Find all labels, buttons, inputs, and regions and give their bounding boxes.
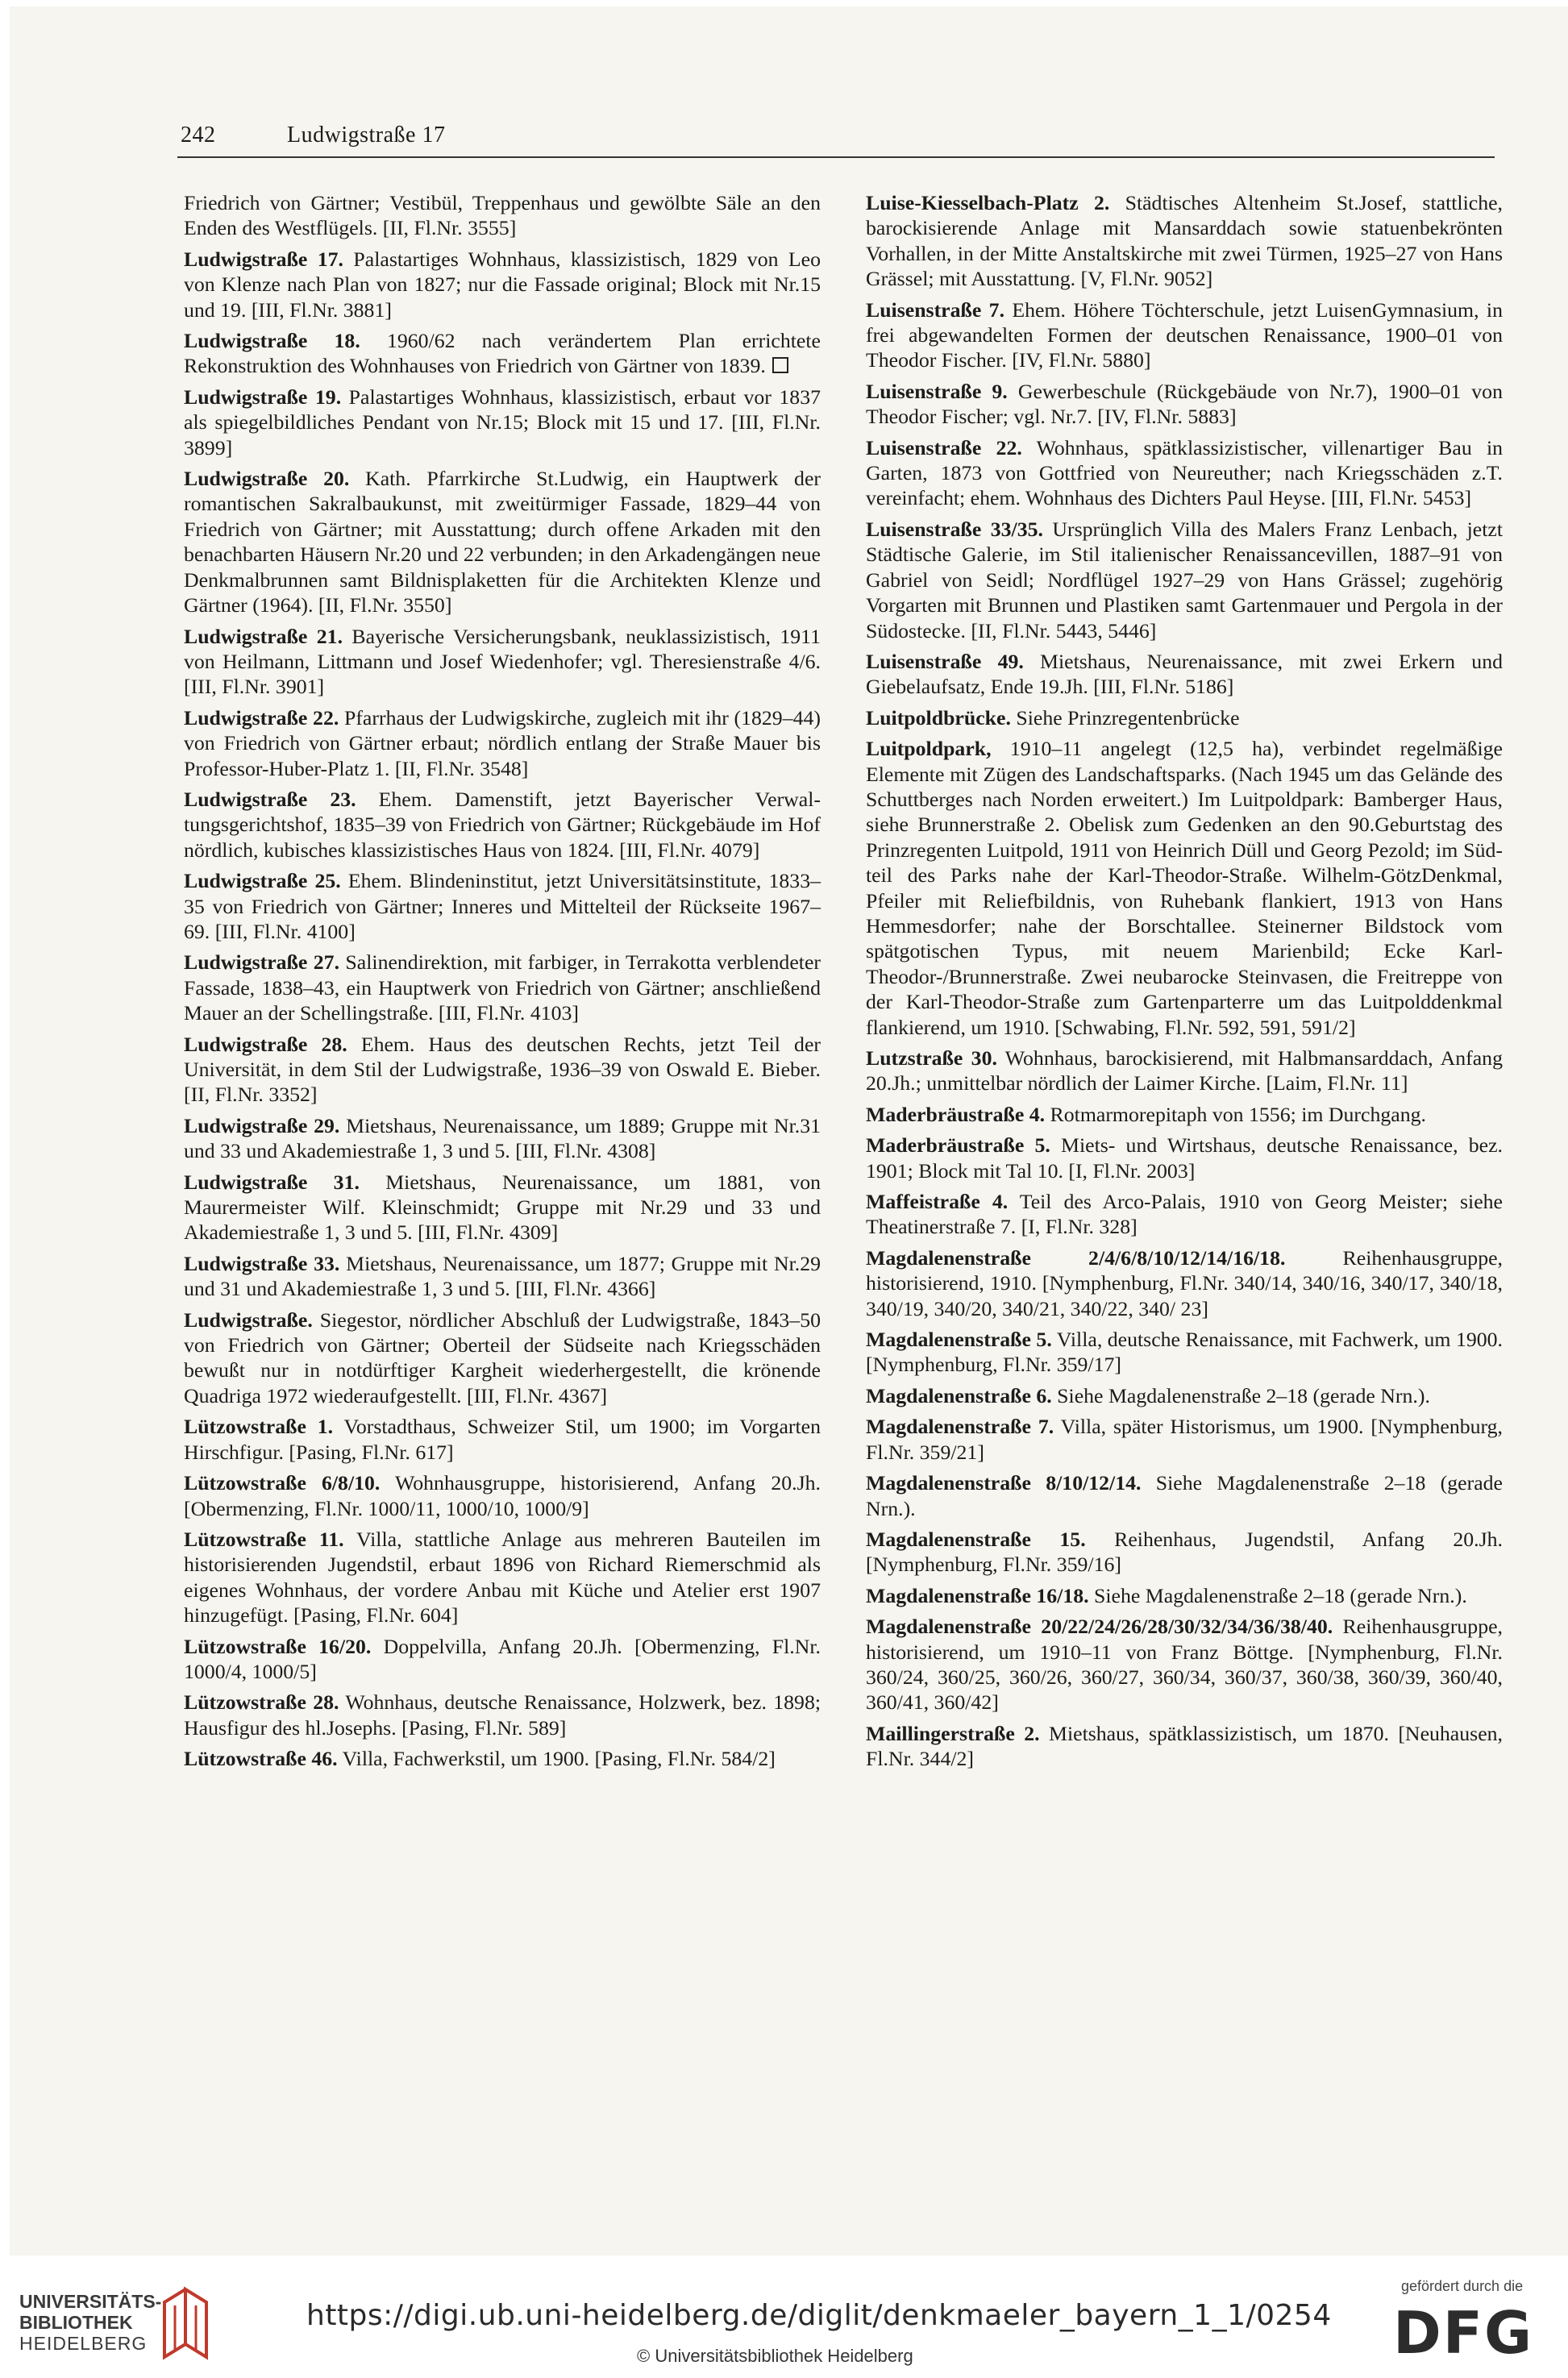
entry — [184, 1470, 821, 1521]
square-symbol-icon — [772, 357, 788, 373]
entry-heading: Ludwigstraße 23. — [184, 787, 356, 811]
entry-heading: Magdalenenstraße 20/22/24/26/28/30/32/34/36/38/40. — [866, 1615, 1333, 1639]
entry — [184, 624, 821, 700]
entry — [184, 1251, 821, 1302]
entry-text: Ehem. Blindeninstitut, jetzt Universitätsinstitute, 1833–35 von Friedrich von Gärtner; Inneres und Mittelteil der Rückseite 1967–69. [III, Fl.Nr. 4100] — [184, 869, 821, 943]
entry — [184, 385, 821, 460]
entry-heading: Luisenstraße 33/35. — [866, 517, 1043, 541]
entry-text: Villa, stattliche Anlage aus mehreren Bauteilen im historisierenden Jugendstil, erbaut 1896 von Richard Riemerschmid als eigenes Wohnhaus, der vordere Anbau mit Küche und Atelier erst 1907 hinzugefügt. [Pasing, Fl.Nr. 604] — [184, 1527, 821, 1628]
scanned-page — [10, 6, 1568, 2255]
entry — [866, 1721, 1503, 1772]
entry-text: Siehe Magdalenenstraße 2–18 (gerade Nrn.). — [1051, 1383, 1430, 1407]
entry-text: Mietshaus, Neurenaissance, um 1877; Gruppe mit Nr.29 und 31 und Akademiestraße 1, 3 und 5. [III, Fl.Nr. 4366] — [184, 1251, 821, 1301]
entry-heading: Ludwigstraße 33. — [184, 1251, 340, 1275]
entry-text: Wohnhaus, spätklassizistischer, villenartiger Bau in Garten, 1873 von Gottfried von Neureuther; nach Kriegsschäden z.T. vereinfacht; ehem. Wohnhaus des Dichters Paul Heyse. [III, Fl.Nr. 5453] — [866, 435, 1504, 510]
right-column — [866, 190, 1503, 1777]
entry-heading: Luisenstraße 9. — [866, 379, 1008, 403]
entry-text: Mietshaus, Neurenaissance, um 1889; Gruppe mit Nr.31 und 33 und Akademiestraße 1, 3 und 5. [III, Fl.Nr. 4308] — [184, 1113, 821, 1163]
entry-heading: Luise-Kiesselbach-Platz 2. — [866, 191, 1110, 214]
entry-text: Gewerbeschule (Rückgebäude von Nr.7), 1900–01 von Theodor Fischer; vgl. Nr.7. [IV, Fl.Nr. 5883] — [866, 379, 1503, 429]
entry-text: Ehem. Höhere Töchterschule, jetzt LuisenGymnasium, in frei abgewandelten Formen der deutschen Renaissance, 1900–01 von Theodor Fischer. [IV, Fl.Nr. 5880] — [866, 297, 1503, 372]
entry-text: Villa, Fachwerkstil, um 1900. [Pasing, Fl.Nr. 584/2] — [337, 1747, 776, 1771]
entry-text: Palastartiges Wohnhaus, klassizistisch, 1829 von Leo von Klenze nach Plan von 1827; nur die Fassade original; Block mit Nr.15 und 19. [III, Fl.Nr. 3881] — [184, 247, 821, 322]
entry — [184, 950, 821, 1025]
entry-text: Reihenhaus, Jugendstil, Anfang 20.Jh. [Nymphenburg, Fl.Nr. 359/16] — [866, 1527, 1504, 1577]
copyright-notice: © Universitätsbibliothek Heidelberg — [637, 2346, 913, 2366]
entry — [866, 705, 1503, 730]
entry — [184, 1746, 821, 1771]
entry — [866, 736, 1503, 1040]
entry-heading: Ludwigstraße 27. — [184, 950, 340, 975]
entry-text: Städtisches Altenheim St.Josef, stattliche, barockisierende Anlage mit Mansarddach sowie statuenbekrönten Vorhallen, in der Mitte Anstaltskirche mit zwei Türmen, 1925–27 von Hans Grässel; mit Ausstattung. [V, Fl.Nr. 9052] — [866, 191, 1503, 291]
entry — [866, 1383, 1503, 1408]
entry-text: Siehe Prinzregentenbrücke — [1010, 705, 1240, 730]
entry — [866, 297, 1503, 373]
document-url-link[interactable]: https://digi.ub.uni-heidelberg.de/diglit/denkmaeler_bayern_1_1/0254 — [306, 2299, 1332, 2332]
entry-text: Mietshaus, spätklassizistisch, um 1870. [Neuhausen, Fl.Nr. 344/2] — [866, 1721, 1503, 1771]
entry-heading: Magdalenenstraße 5. — [866, 1328, 1052, 1352]
entry-heading: Magdalenenstraße 8/10/12/14. — [866, 1471, 1142, 1495]
entry-heading: Lützowstraße 11. — [184, 1527, 344, 1551]
footer-bar — [0, 2264, 1568, 2378]
entry-text: Bayerische Versicherungsbank, neuklassizistisch, 1911 von Heilmann, Littmann und Josef Wiedenhofer; vgl. Theresienstraße 4/6. [III, Fl.Nr. 3901] — [184, 624, 821, 699]
library-name-line1: UNIVERSITÄTS- — [19, 2291, 162, 2312]
entry-text: Rotmarmorepitaph von 1556; im Durchgang. — [1045, 1102, 1426, 1126]
entry-text: Villa, später Historismus, um 1900. [Nymphenburg, Fl.Nr. 359/21] — [866, 1415, 1503, 1464]
entry-heading: Ludwigstraße 17. — [184, 247, 344, 271]
entry — [866, 1245, 1503, 1321]
entry-heading: Lützowstraße 1. — [184, 1415, 334, 1439]
entry — [866, 1414, 1503, 1465]
entry-heading: Luisenstraße 49. — [866, 649, 1024, 673]
entry-heading: Ludwigstraße. — [184, 1307, 313, 1332]
page-number: 242 — [181, 123, 216, 148]
entry-text: Pfarrhaus der Ludwigskirche, zugleich mit ihr (1829–44) von Friedrich von Gärtner erbaut; nördlich entlang der Straße Mauer bis Professor-Huber-Platz 1. [II, Fl.Nr. 3548] — [184, 705, 821, 780]
entry-text: Reihenhausgruppe, historisierend, um 1910–11 von Franz Böttge. [Nymphenburg, Fl.Nr. 360/24, 360/25, 360/26, 360/27, 360/34, 360/37, 360/38, 360/39, 360/40, 360/41, 360/42] — [866, 1615, 1503, 1715]
entry — [184, 705, 821, 781]
entry — [866, 517, 1503, 643]
entry-heading: Ludwigstraße 22. — [184, 705, 339, 730]
entry-text: Kath. Pfarrkirche St.Ludwig, ein Hauptwerk der romantischen Sakralbaukunst, mit zweitürmiger Fassade, 1829–44 von Friedrich von Gärtner; mit Ausstattung; durch offene Arkaden mit den benachbarten Häusern Nr.20 und 22 verbunden; in den Arkadengängen neue Denkmalbrunnen samt Bildnisplaketten für die Architekten Klenze und Gärtner (1964). [II, Fl.Nr. 3550] — [184, 467, 821, 617]
entry — [866, 1327, 1503, 1378]
library-logo-icon — [161, 2286, 210, 2362]
entry-heading: Ludwigstraße 29. — [184, 1113, 340, 1137]
entry-text: Ehem. Haus des deutschen Rechts, jetzt Teil der Universität, in dem Stil der Ludwigstraße, 1936–39 von Oswald E. Bieber. [II, Fl.Nr. 3352] — [184, 1032, 821, 1107]
entry-text: Friedrich von Gärtner; Vestibül, Treppenhaus und gewölbte Säle an den Enden des Westflügels. [II, Fl.Nr. 3555] — [184, 191, 821, 240]
entry — [184, 868, 821, 944]
page-header — [177, 116, 1495, 158]
entry-text: Siegestor, nördlicher Abschluß der Ludwigstraße, 1843–50 von Friedrich von Gärtner; Oberteil der Südseite nach Kriegsschäden bewußt nur in notdürftiger Kargheit wiederhergestellt, die krönende Quadriga 1972 wiederaufgestellt. [III, Fl.Nr. 4367] — [184, 1307, 821, 1407]
entry — [184, 1527, 821, 1628]
entry-text: Reihenhausgruppe, historisierend, 1910. [Nymphenburg, Fl.Nr. 340/14, 340/16, 340/17, 340/18, 340/19, 340/20, 340/21, 340/22, 340/ 23] — [866, 1245, 1503, 1320]
entry — [184, 1414, 821, 1465]
entry-heading: Magdalenenstraße 2/4/6/8/10/12/14/16/18. — [866, 1245, 1286, 1270]
entry-heading: Ludwigstraße 21. — [184, 624, 343, 648]
entry — [184, 1634, 821, 1685]
entry-text: Siehe Magdalenenstraße 2–18 (gerade Nrn.). — [1088, 1583, 1467, 1607]
entry-heading: Luitpoldpark, — [866, 737, 992, 761]
entry-heading: Ludwigstraße 19. — [184, 385, 342, 409]
entry — [866, 435, 1503, 511]
entry-heading: Lutzstraße 30. — [866, 1046, 997, 1070]
left-column — [184, 190, 821, 1777]
entry — [866, 379, 1503, 430]
entry-text: 1910–11 angelegt (12,5 ha), verbindet regelmäßige Elemente mit Zügen des Landschaftsparks. (Nach 1945 um das Gelände des Schuttberges nach Norden erweitert.) Im Luitpoldpark: Bamberger Haus, siehe Brunnerstraße 2. Obelisk zum Gedenken an den 90.Geburtstag des Prinzregenten Luitpold, 1911 von Heinrich Düll und Georg Pezold; im Südteil des Parks nahe der Karl-Theodor-Straße. Wilhelm-GötzDenkmal, Pfeiler mit Reliefbildnis, von Ruhebank flankiert, 1913 von Hans Hemmesdorfer; nahe der Borschtallee. Steinerner Bildstock vom spätgotischen Typus, mit neuem Marienbild; Ecke Karl-Theodor-/Brunnerstraße. Zwei neubarocke Steinvasen, die Freitreppe von der Karl-Theodor-Straße zum Gartenparterre um das Luitpolddenkmal flankierend, um 1910. [Schwabing, Fl.Nr. 592, 591, 591/2] — [866, 737, 1503, 1039]
entry — [866, 1470, 1503, 1521]
library-name-line3: HEIDELBERG — [19, 2333, 148, 2354]
entry-heading: Maffeistraße 4. — [866, 1190, 1009, 1214]
entry — [184, 328, 821, 379]
entry-heading: Lützowstraße 16/20. — [184, 1634, 372, 1658]
entry-text: Palastartiges Wohnhaus, klassizistisch, erbaut vor 1837 als spiegelbildliches Pendant von Nr.15; Block mit 15 und 17. [III, Fl.Nr. 3899] — [184, 385, 821, 459]
entry — [184, 247, 821, 322]
entry-heading: Lützowstraße 46. — [184, 1747, 338, 1771]
entry-text: Salinendirektion, mit farbiger, in Terrakotta verblendeter Fassade, 1838–43, ein Hauptwerk von Friedrich von Gärtner; anschließend Mauer an der Schellingstraße. [III, Fl.Nr. 4103] — [184, 950, 821, 1025]
entry-heading: Magdalenenstraße 15. — [866, 1527, 1086, 1551]
entry-heading: Magdalenenstraße 6. — [866, 1383, 1052, 1407]
entry-heading: Ludwigstraße 28. — [184, 1032, 347, 1056]
entry-heading: Magdalenenstraße 16/18. — [866, 1583, 1089, 1607]
library-logo-text — [19, 2291, 161, 2354]
entry-heading: Ludwigstraße 31. — [184, 1170, 360, 1194]
entry — [866, 1583, 1503, 1608]
entry-text: Mietshaus, Neurenaissance, um 1881, von Maurermeister Wilf. Kleinschmidt; Gruppe mit Nr.29 und 33 und Akademiestraße 1, 3 und 5. [III, Fl.Nr. 4309] — [184, 1170, 821, 1245]
funded-by-label: gefördert durch die — [1401, 2278, 1524, 2294]
entry — [184, 1032, 821, 1108]
entry-text: Miets- und Wirtshaus, deutsche Renaissance, bez. 1901; Block mit Tal 10. [I, Fl.Nr. 2003] — [866, 1133, 1503, 1183]
entry-text: 1960/62 nach verändertem Plan errichtete Rekonstruktion des Wohnhauses von Friedrich von Gärtner von 1839. — [184, 329, 821, 378]
entry — [866, 1189, 1503, 1240]
entry-heading: Ludwigstraße 25. — [184, 869, 341, 893]
entry — [184, 466, 821, 617]
entry — [866, 1102, 1503, 1127]
entry-heading: Magdalenenstraße 7. — [866, 1415, 1054, 1439]
entry-text: Doppelvilla, Anfang 20.Jh. [Obermenzing, Fl.Nr. 1000/4, 1000/5] — [184, 1634, 821, 1683]
entry — [184, 1690, 821, 1740]
entry-text: Vorstadthaus, Schweizer Stil, um 1900; im Vorgarten Hirschfigur. [Pasing, Fl.Nr. 617] — [184, 1415, 821, 1464]
entry — [184, 190, 821, 241]
entry-heading: Maderbräustraße 4. — [866, 1102, 1046, 1126]
entry — [184, 787, 821, 863]
entry-text: Wohnhaus, deutsche Renaissance, Holzwerk, bez. 1898; Hausfigur des hl.Josephs. [Pasing, Fl.Nr. 589] — [184, 1690, 821, 1740]
entry-heading: Lützowstraße 6/8/10. — [184, 1471, 381, 1495]
entry-heading: Ludwigstraße 20. — [184, 467, 350, 491]
entry — [866, 649, 1503, 700]
dfg-logo: DFG — [1393, 2299, 1534, 2367]
entry — [866, 190, 1503, 292]
entry-heading: Luisenstraße 22. — [866, 435, 1022, 459]
entry-text: Wohnhausgruppe, historisierend, Anfang 20.Jh. [Obermenzing, Fl.Nr. 1000/11, 1000/10, 1000/9] — [184, 1471, 821, 1520]
entry — [184, 1307, 821, 1409]
entry — [866, 1527, 1503, 1578]
entry-heading: Luitpoldbrücke. — [866, 705, 1011, 730]
entry-text: Wohnhaus, barockisierend, mit Halbmansarddach, Anfang 20.Jh.; unmittelbar nördlich der Laimer Kirche. [Laim, Fl.Nr. 11] — [866, 1046, 1503, 1095]
entry-heading: Ludwigstraße 18. — [184, 329, 360, 353]
entry — [866, 1046, 1503, 1096]
entry — [184, 1170, 821, 1245]
entry-text: Teil des Arco-Palais, 1910 von Georg Meister; siehe Theatinerstraße 7. [I, Fl.Nr. 328] — [866, 1190, 1503, 1239]
running-title: Ludwigstraße 17 — [287, 123, 446, 148]
entry-heading: Maillingerstraße 2. — [866, 1721, 1040, 1745]
entry-text: Villa, deutsche Renaissance, mit Fachwerk, um 1900. [Nymphenburg, Fl.Nr. 359/17] — [866, 1328, 1503, 1377]
entry-heading: Maderbräustraße 5. — [866, 1133, 1050, 1158]
entry-text: Ehem. Damenstift, jetzt Bayerischer Verwaltungsgerichtshof, 1835–39 von Friedrich von Gärtner; Rückgebäude im Hof nördlich, kubisches klassizistisches Haus von 1824. [III, Fl.Nr. 4079] — [184, 787, 821, 862]
entry-heading: Lützowstraße 28. — [184, 1690, 339, 1715]
entry-heading: Luisenstraße 7. — [866, 297, 1005, 322]
entry-text: Siehe Magdalenenstraße 2–18 (gerade Nrn.). — [866, 1471, 1503, 1520]
entry — [184, 1113, 821, 1164]
entry — [866, 1133, 1503, 1183]
entry-text: Mietshaus, Neurenaissance, mit zwei Erkern und Giebelaufsatz, Ende 19.Jh. [III, Fl.Nr. 5186] — [866, 649, 1503, 699]
entry-text: Ursprünglich Villa des Malers Franz Lenbach, jetzt Städtische Galerie, im Stil italienischer Renaissancevillen, 1887–91 von Gabriel von Seidl; Nordflügel 1927–29 von Hans Grässel; zugehörig Vorgarten mit Brunnen und Plastiken samt Gartenmauer und Pergola in der Südostecke. [II, Fl.Nr. 5443, 5446] — [866, 517, 1503, 642]
entry — [866, 1614, 1503, 1715]
library-name-line2: BIBLIOTHEK — [19, 2312, 133, 2333]
